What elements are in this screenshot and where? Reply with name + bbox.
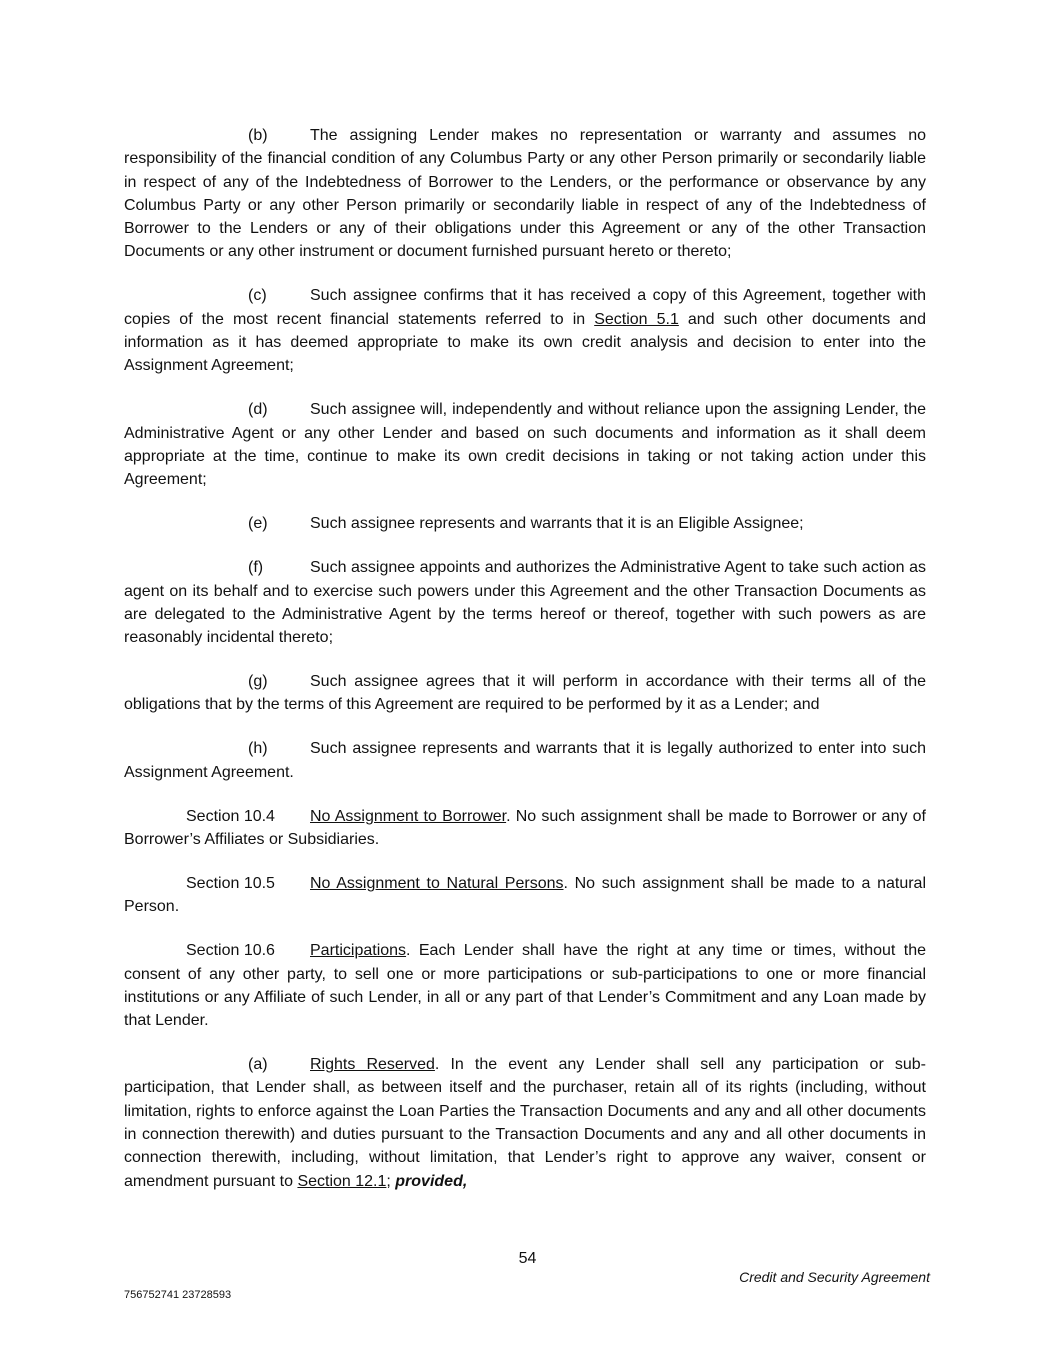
paragraph-number: (h) bbox=[248, 740, 268, 758]
paragraph-g bbox=[124, 670, 926, 717]
paragraph-text: ; bbox=[386, 1172, 396, 1190]
section-10-6 bbox=[124, 939, 926, 1032]
section-title: No Assignment to Borrower bbox=[310, 807, 507, 825]
section-10-4 bbox=[124, 805, 926, 852]
paragraph-number: (e) bbox=[248, 515, 268, 533]
section-title: No Assignment to Natural Persons bbox=[310, 874, 564, 892]
paragraph-number: (b) bbox=[248, 127, 268, 144]
provided-clause: provided, bbox=[395, 1172, 468, 1190]
paragraph-number: (d) bbox=[248, 401, 268, 419]
section-number: Section 10.4 bbox=[186, 807, 275, 825]
paragraph-text: Such assignee represents and warrants that it is an Eligible Assignee; bbox=[310, 515, 804, 533]
paragraph-number: (f) bbox=[248, 559, 264, 577]
document-body bbox=[124, 124, 926, 1214]
paragraph-d bbox=[124, 398, 926, 491]
paragraph-h bbox=[124, 737, 926, 784]
paragraph-f bbox=[124, 556, 926, 649]
paragraph-text: The assigning Lender makes no representation or warranty and assumes no responsibility of the financial condition of any Columbus Party or any other Person primarily or secondarily liable in respect of any of the Indebtedness of Borrower to the Lenders, or the performance or observance by any Columbus Party or any other Person primarily or secondarily liable in respect of any of the Indebtedness of Borrower to the Lenders or any of their obligations under this Agreement or any of the other Transaction Documents or any other instrument or document furnished pursuant hereto or thereto; bbox=[124, 127, 926, 261]
paragraph-text: Such assignee confirms that it has received a copy of this Agreement, together with copies of the most recent financial statements referred to in bbox=[124, 287, 926, 328]
section-10-5 bbox=[124, 872, 926, 919]
paragraph-c bbox=[124, 284, 926, 377]
section-number: Section 10.6 bbox=[186, 942, 275, 960]
section-reference-link[interactable]: Section 5.1 bbox=[594, 310, 679, 328]
section-title: Participations bbox=[310, 942, 407, 960]
paragraph-text: Such assignee appoints and authorizes the Administrative Agent to take such action as agent on its behalf and to exercise such powers under this Agreement and the other Transaction Documents as are delegated to the Administrative Agent by the terms hereof or thereof, together with such powers as are reasonably incidental thereto; bbox=[124, 559, 926, 647]
paragraph-text: Such assignee represents and warrants that it is legally authorized to enter into such Assignment Agreement. bbox=[124, 740, 926, 781]
paragraph-title: Rights Reserved bbox=[310, 1056, 435, 1074]
paragraph-text: and such other documents and information as it has deemed appropriate to make its own credit analysis and decision to enter into the Assignment Agreement; bbox=[124, 310, 926, 375]
page-number: 54 bbox=[518, 1250, 537, 1267]
section-number: Section 10.5 bbox=[186, 874, 275, 892]
document-id: 756752741 23728593 bbox=[124, 1289, 232, 1301]
paragraph-text: Such assignee agrees that it will perform in accordance with their terms all of the obligations that by the terms of this Agreement are required to be performed by it as a Lender; and bbox=[124, 673, 926, 714]
section-text: . No such assignment shall be made to a natural Person. bbox=[124, 874, 927, 916]
paragraph-number: (a) bbox=[248, 1056, 268, 1074]
paragraph-text: . In the event any Lender shall sell any participation or sub-participation, that Lender shall, as between itself and the purchaser, retain all of its rights (including, without limitation, rights to enforce against the Loan Parties the Transaction Documents and any and all other documents in connection therewith) and duties pursuant to the Transaction Documents and any and all other documents in connection therewith, including, without limitation, that Lender’s right to approve any waiver, consent or amendment pursuant to bbox=[124, 1056, 926, 1190]
footer-document-title: Credit and Security Agreement bbox=[739, 1269, 930, 1285]
section-text: . No such assignment shall be made to Borrower or any of Borrower’s Affiliates or Subsidiaries. bbox=[124, 807, 926, 848]
paragraph-a bbox=[124, 1053, 926, 1193]
paragraph-number: (g) bbox=[248, 673, 268, 691]
section-text: . Each Lender shall have the right at any time or times, without the consent of any other party, to sell one or more participations or sub-participations to one or more financial institutions or any Affiliate of such Lender, in all or any part of that Lender’s Commitment and any Loan made by that Lender. bbox=[124, 942, 926, 1030]
paragraph-number: (c) bbox=[248, 287, 267, 305]
paragraph-text: Such assignee will, independently and without reliance upon the assigning Lender, the Administrative Agent or any other Lender and based on such documents and information as it shall deem appropriate at the time, continue to make its own credit decisions in taking or not taking action under this Agreement; bbox=[124, 401, 926, 489]
paragraph-b bbox=[124, 124, 926, 264]
section-reference-link[interactable]: Section 12.1 bbox=[297, 1172, 387, 1190]
paragraph-e bbox=[124, 512, 926, 535]
